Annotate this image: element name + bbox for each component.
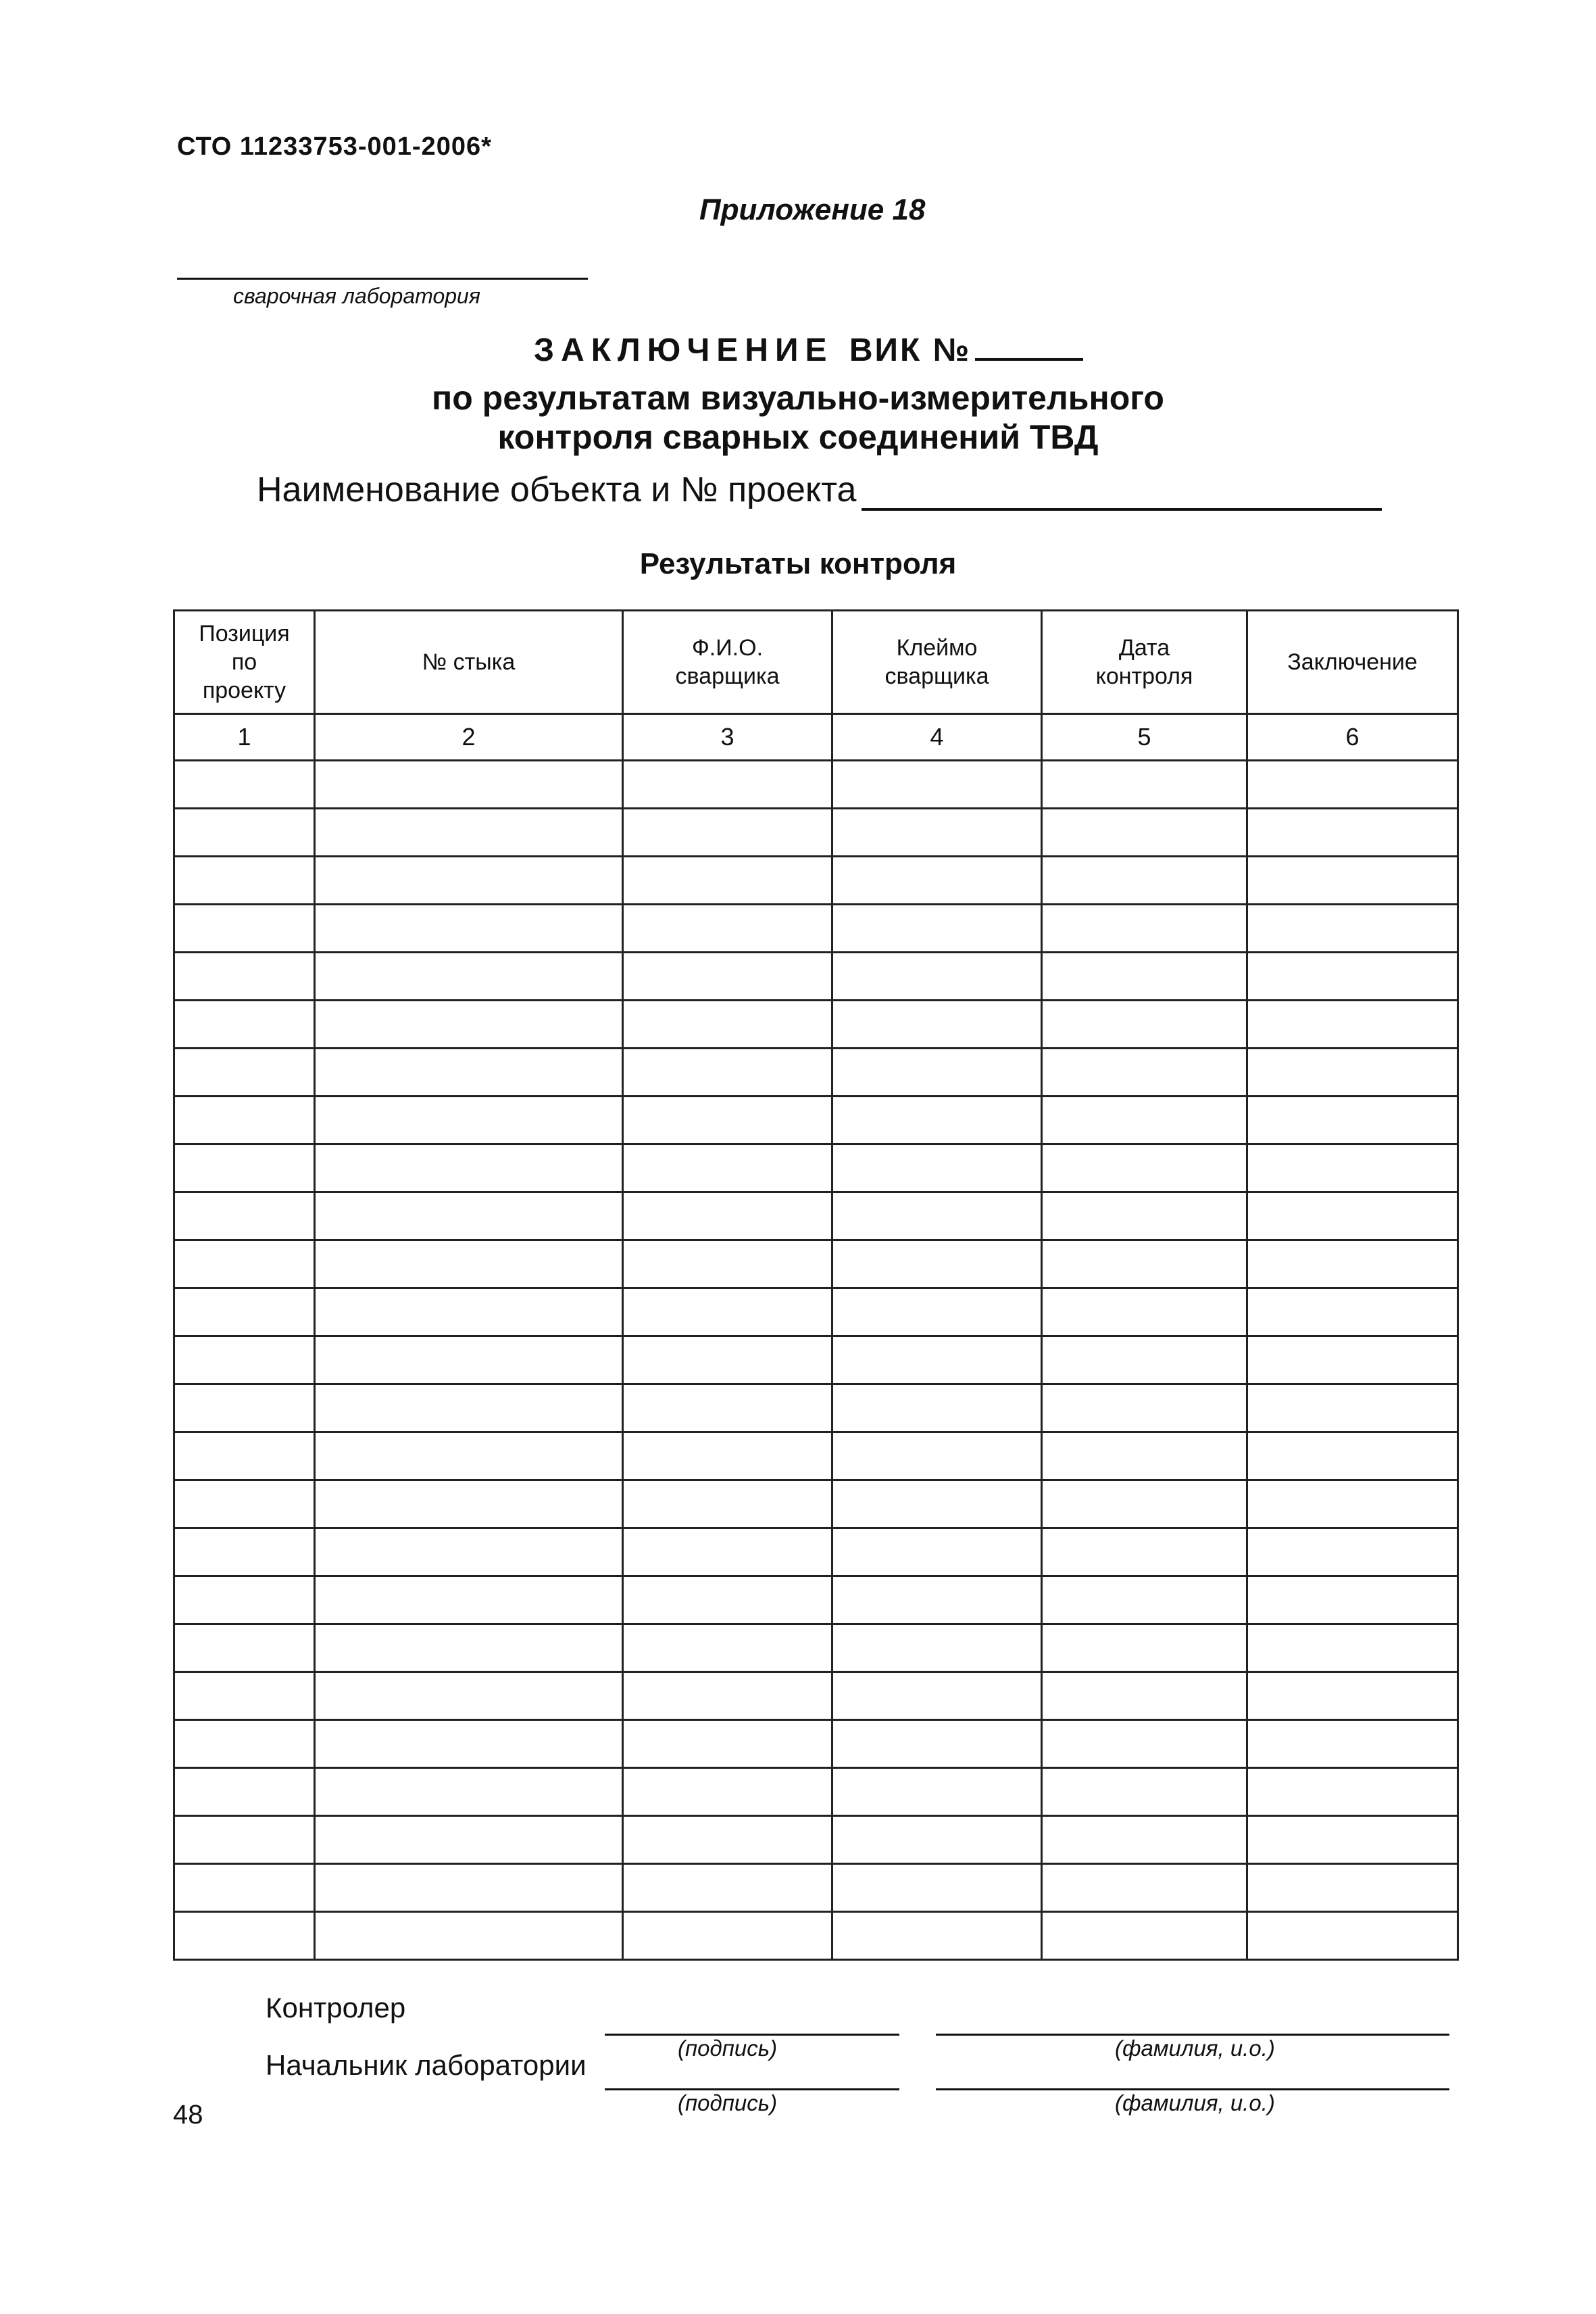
table-row <box>174 809 1458 857</box>
table-cell <box>832 1432 1042 1480</box>
table-row <box>174 1816 1458 1864</box>
results-title: Результаты контроля <box>639 547 957 580</box>
table-cell <box>174 1049 315 1097</box>
table-cell <box>174 1336 315 1384</box>
table-cell <box>623 1720 832 1768</box>
table-cell <box>174 1720 315 1768</box>
header-control-date-line1: Дата <box>1118 635 1170 661</box>
table-cell <box>832 1768 1042 1816</box>
conclusion-title <box>534 331 1083 369</box>
table-cell <box>623 1528 832 1576</box>
table-cell <box>174 857 315 905</box>
column-number: 4 <box>832 714 1042 761</box>
table-row <box>174 905 1458 953</box>
table-cell <box>623 1816 832 1864</box>
table-cell <box>1247 1576 1458 1624</box>
table-cell <box>174 1816 315 1864</box>
table-cell <box>174 1288 315 1336</box>
table-row <box>174 1624 1458 1672</box>
table-cell <box>1247 1001 1458 1049</box>
object-name-line <box>862 508 1382 511</box>
table-cell <box>832 809 1042 857</box>
table-cell <box>623 1192 832 1240</box>
controller-label: Контролер <box>266 1992 406 2023</box>
object-name-label: Наименование объекта и № проекта <box>257 470 857 509</box>
table-row <box>174 1864 1458 1912</box>
table-cell <box>315 1145 623 1192</box>
table-cell <box>832 761 1042 809</box>
table-cell <box>1247 1672 1458 1720</box>
header-position-line2: по <box>231 649 257 675</box>
table-cell <box>315 1624 623 1672</box>
table-cell <box>623 1672 832 1720</box>
page-number: 48 <box>173 2100 203 2130</box>
table-cell <box>1042 1192 1247 1240</box>
table-cell <box>315 761 623 809</box>
table-cell <box>623 1288 832 1336</box>
table-cell <box>1247 1049 1458 1097</box>
table-cell <box>174 1528 315 1576</box>
header-conclusion <box>1247 611 1458 714</box>
table-cell <box>315 1672 623 1720</box>
table-cell <box>315 1384 623 1432</box>
header-control-date <box>1042 611 1247 714</box>
table-cell <box>315 1432 623 1480</box>
header-joint-number-line1: № стыка <box>422 649 516 675</box>
table-cell <box>315 1192 623 1240</box>
table-cell <box>174 1672 315 1720</box>
table-cell <box>1247 1816 1458 1864</box>
table-cell <box>1042 1432 1247 1480</box>
header-welder-stamp <box>832 611 1042 714</box>
table-cell <box>315 1049 623 1097</box>
table-cell <box>174 1001 315 1049</box>
table-cell <box>1247 905 1458 953</box>
table-row <box>174 1480 1458 1528</box>
header-control-date-line2: контроля <box>1095 663 1193 689</box>
table-cell <box>315 1480 623 1528</box>
table-cell <box>623 1912 832 1960</box>
table-row <box>174 857 1458 905</box>
table-cell <box>832 1864 1042 1912</box>
table-cell <box>1247 857 1458 905</box>
table-cell <box>832 1576 1042 1624</box>
table-cell <box>1042 1001 1247 1049</box>
column-number: 3 <box>623 714 832 761</box>
table-cell <box>1042 1672 1247 1720</box>
column-number-row <box>174 714 1458 761</box>
table-cell <box>174 1576 315 1624</box>
table-cell <box>315 953 623 1001</box>
table-cell <box>315 1288 623 1336</box>
table-row <box>174 1912 1458 1960</box>
table-cell <box>1042 1576 1247 1624</box>
table-cell <box>623 1097 832 1145</box>
table-cell <box>623 857 832 905</box>
table-cell <box>623 1384 832 1432</box>
table-cell <box>174 1624 315 1672</box>
table-cell <box>315 809 623 857</box>
table-cell <box>174 953 315 1001</box>
table-cell <box>1042 1624 1247 1672</box>
table-cell <box>1042 1384 1247 1432</box>
table-cell <box>1247 1288 1458 1336</box>
table-cell <box>1042 905 1247 953</box>
table-cell <box>1042 1336 1247 1384</box>
table-row <box>174 1720 1458 1768</box>
table-cell <box>174 1480 315 1528</box>
conclusion-vik: ВИК № <box>849 332 972 368</box>
table-row <box>174 1672 1458 1720</box>
header-welder-name <box>623 611 832 714</box>
table-cell <box>174 1097 315 1145</box>
table-cell <box>832 1912 1042 1960</box>
conclusion-subtitle-2: контроля сварных соединений ТВД <box>497 418 1099 456</box>
lab-caption: сварочная лаборатория <box>233 284 480 308</box>
table-cell <box>623 1480 832 1528</box>
conclusion-number-blank <box>975 331 1083 361</box>
table-row <box>174 1192 1458 1240</box>
table-cell <box>623 953 832 1001</box>
table-cell <box>1042 1145 1247 1192</box>
table-cell <box>1042 857 1247 905</box>
table-cell <box>832 1384 1042 1432</box>
header-welder-stamp-line2: сварщика <box>884 663 989 689</box>
table-cell <box>1247 1528 1458 1576</box>
table-cell <box>832 1336 1042 1384</box>
table-cell <box>1247 1336 1458 1384</box>
table-cell <box>1247 761 1458 809</box>
table-cell <box>174 1145 315 1192</box>
table-row <box>174 1288 1458 1336</box>
table-cell <box>1247 1240 1458 1288</box>
table-row <box>174 1097 1458 1145</box>
table-cell <box>315 1816 623 1864</box>
table-cell <box>315 1864 623 1912</box>
table-cell <box>623 1768 832 1816</box>
table-cell <box>623 1432 832 1480</box>
table-row <box>174 1240 1458 1288</box>
table-cell <box>174 1240 315 1288</box>
table-row <box>174 1145 1458 1192</box>
table-cell <box>1042 1864 1247 1912</box>
table-cell <box>174 809 315 857</box>
table-cell <box>832 1480 1042 1528</box>
table-header-row <box>174 611 1458 714</box>
table-cell <box>832 1288 1042 1336</box>
table-cell <box>1247 1720 1458 1768</box>
conclusion-subtitle-1: по результатам визуально-измерительного <box>432 379 1164 417</box>
lab-name-line <box>177 278 588 280</box>
table-cell <box>174 761 315 809</box>
table-cell <box>315 1912 623 1960</box>
table-cell <box>1042 809 1247 857</box>
table-cell <box>832 1624 1042 1672</box>
table-cell <box>623 809 832 857</box>
table-cell <box>1042 1049 1247 1097</box>
table-cell <box>1042 1480 1247 1528</box>
table-cell <box>315 1720 623 1768</box>
table-cell <box>1042 1768 1247 1816</box>
table-row <box>174 1576 1458 1624</box>
table-cell <box>1247 1145 1458 1192</box>
table-cell <box>1247 1432 1458 1480</box>
table-row <box>174 1528 1458 1576</box>
table-cell <box>623 905 832 953</box>
table-row <box>174 1432 1458 1480</box>
table-row <box>174 761 1458 809</box>
table-cell <box>1042 761 1247 809</box>
head-of-lab-label: Начальник лаборатории <box>266 2049 587 2081</box>
header-joint-number <box>315 611 623 714</box>
column-number: 6 <box>1247 714 1458 761</box>
header-welder-name-line1: Ф.И.О. <box>691 635 764 661</box>
table-row <box>174 1336 1458 1384</box>
table-cell <box>1247 1768 1458 1816</box>
table-cell <box>315 1528 623 1576</box>
table-cell <box>623 1624 832 1672</box>
table-row <box>174 1049 1458 1097</box>
header-position-line1: Позиция <box>199 621 290 647</box>
results-table <box>173 609 1459 1961</box>
table-cell <box>1247 1912 1458 1960</box>
table-cell <box>1247 953 1458 1001</box>
table-cell <box>832 953 1042 1001</box>
table-cell <box>832 1049 1042 1097</box>
table-cell <box>623 761 832 809</box>
table-cell <box>1042 1816 1247 1864</box>
table-cell <box>1042 1288 1247 1336</box>
table-cell <box>623 1576 832 1624</box>
table-cell <box>315 857 623 905</box>
table-cell <box>832 1528 1042 1576</box>
table-cell <box>1247 1097 1458 1145</box>
head-name-caption: (фамилия, и.о.) <box>1115 2090 1275 2115</box>
table-cell <box>174 905 315 953</box>
table-cell <box>174 1768 315 1816</box>
table-cell <box>315 1336 623 1384</box>
table-cell <box>1042 1912 1247 1960</box>
table-cell <box>1247 1864 1458 1912</box>
table-cell <box>832 1816 1042 1864</box>
table-cell <box>1247 809 1458 857</box>
table-cell <box>315 1001 623 1049</box>
table-cell <box>623 1864 832 1912</box>
table-cell <box>315 1576 623 1624</box>
table-cell <box>832 1001 1042 1049</box>
header-position <box>174 611 315 714</box>
table-cell <box>174 1864 315 1912</box>
table-cell <box>832 1720 1042 1768</box>
table-row <box>174 1384 1458 1432</box>
table-row <box>174 953 1458 1001</box>
table-row <box>174 1001 1458 1049</box>
column-number: 1 <box>174 714 315 761</box>
header-welder-stamp-line1: Клеймо <box>896 635 978 661</box>
table-cell <box>623 1145 832 1192</box>
table-cell <box>174 1192 315 1240</box>
table-cell <box>1042 1528 1247 1576</box>
table-cell <box>1042 953 1247 1001</box>
table-cell <box>832 1192 1042 1240</box>
table-cell <box>1042 1097 1247 1145</box>
head-signature-caption: (подпись) <box>678 2090 778 2115</box>
table-row <box>174 1768 1458 1816</box>
table-cell <box>1042 1240 1247 1288</box>
table-cell <box>1247 1480 1458 1528</box>
table-cell <box>832 1097 1042 1145</box>
table-cell <box>1042 1720 1247 1768</box>
table-cell <box>315 1240 623 1288</box>
table-cell <box>315 1768 623 1816</box>
column-number: 2 <box>315 714 623 761</box>
table-cell <box>315 905 623 953</box>
table-cell <box>174 1912 315 1960</box>
table-cell <box>1247 1624 1458 1672</box>
header-position-line3: проекту <box>202 678 286 703</box>
table-cell <box>623 1240 832 1288</box>
document-code: СТО 11233753-001-2006* <box>177 132 492 161</box>
table-cell <box>623 1049 832 1097</box>
table-cell <box>623 1001 832 1049</box>
table-cell <box>1247 1384 1458 1432</box>
header-welder-name-line2: сварщика <box>675 663 780 689</box>
table-cell <box>174 1432 315 1480</box>
table-cell <box>623 1336 832 1384</box>
table-cell <box>832 1145 1042 1192</box>
column-number: 5 <box>1042 714 1247 761</box>
table-cell <box>832 857 1042 905</box>
table-cell <box>832 905 1042 953</box>
table-cell <box>174 1384 315 1432</box>
appendix-label: Приложение 18 <box>699 193 926 226</box>
controller-name-caption: (фамилия, и.о.) <box>1115 2036 1275 2061</box>
conclusion-word: ЗАКЛЮЧЕНИЕ <box>534 332 834 368</box>
table-cell <box>832 1240 1042 1288</box>
table-cell <box>832 1672 1042 1720</box>
controller-signature-caption: (подпись) <box>678 2036 778 2061</box>
table-cell <box>1247 1192 1458 1240</box>
table-cell <box>315 1097 623 1145</box>
header-conclusion-line1: Заключение <box>1287 649 1418 675</box>
